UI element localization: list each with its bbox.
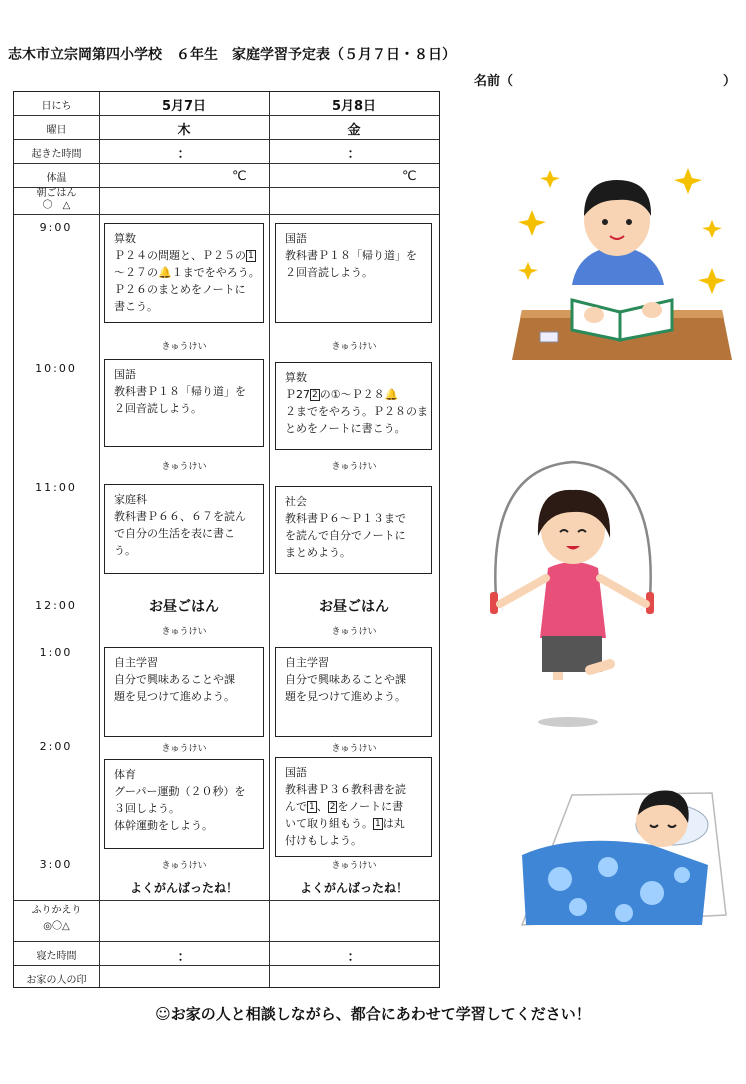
day1-date: 5月7日 — [161, 99, 207, 114]
bell-icon: 🔔 — [158, 266, 172, 279]
task-subject: 家庭科 — [114, 493, 147, 506]
breakfast-row-label — [14, 188, 99, 212]
task-box — [275, 486, 432, 574]
time-label: 10:00 — [35, 362, 77, 375]
task-line — [285, 798, 431, 815]
task-text: 教科書Ｐ６６、６７を読ん — [114, 510, 246, 523]
name-label: 名前（ — [474, 74, 514, 89]
task-text: んで — [285, 800, 307, 813]
task-text: 教科書Ｐ１８「帰り道」を — [114, 385, 246, 398]
task-subject: 国語 — [285, 232, 307, 245]
task-box — [104, 647, 264, 737]
task-text: とめをノートに書こう。 — [285, 422, 406, 435]
task-line — [285, 815, 431, 832]
task-text: ３回しよう。 — [114, 802, 180, 815]
task-text: の①～Ｐ２８ — [319, 388, 385, 401]
day1-sleep-time[interactable]: ： — [177, 950, 191, 965]
task-box — [104, 484, 264, 574]
schedule-table — [13, 91, 440, 988]
day2-date: 5月8日 — [331, 99, 377, 114]
row-divider — [14, 214, 439, 215]
boxed-number: 1 — [375, 819, 381, 829]
break-label: きゅうけい — [161, 462, 207, 472]
task-text: ～２７の — [114, 266, 158, 279]
day1-temp-unit: ℃ — [232, 169, 247, 184]
task-subject: 算数 — [114, 232, 136, 245]
sleep-row-label: 寝た時間 — [36, 951, 77, 962]
day2-weekday: 金 — [347, 123, 361, 138]
task-subject: 社会 — [285, 495, 307, 508]
task-subject: 体育 — [114, 768, 136, 781]
review-marks: ◎〇△ — [43, 921, 70, 932]
boy-sleeping-illustration — [512, 775, 728, 937]
task-text: をノートに書 — [337, 800, 404, 813]
task-text: Ｐ２４の問題と、Ｐ２５の — [114, 249, 246, 262]
task-text: ２までをやろう。Ｐ２８のま — [285, 405, 428, 418]
time-label: 12:00 — [35, 599, 77, 612]
task-line — [114, 264, 263, 281]
review-label: ふりかえり — [31, 905, 82, 916]
boxed-number: 1 — [309, 802, 315, 812]
task-text: まとめよう。 — [285, 546, 351, 559]
break-label: きゅうけい — [161, 744, 207, 754]
break-label: きゅうけい — [331, 627, 377, 637]
task-line — [285, 386, 431, 403]
task-line — [114, 247, 263, 264]
break-label: きゅうけい — [161, 861, 207, 871]
task-subject: 自主学習 — [285, 656, 329, 669]
row-divider — [14, 941, 439, 942]
boy-studying-illustration — [512, 150, 734, 370]
task-text: 題を見つけて進めよう。 — [114, 690, 235, 703]
task-text: 自分で興味あることや課 — [285, 673, 406, 686]
break-label: きゅうけい — [161, 342, 207, 352]
column-divider — [99, 92, 100, 987]
task-text: ２回音読しよう。 — [285, 266, 373, 279]
footer-note: ☺お家の人と相談しながら、都合にあわせて学習してください！ — [155, 1005, 591, 1023]
breakfast-marks: 〇 △ — [42, 200, 71, 211]
row-divider — [14, 115, 439, 116]
good-job-message: よくがんばったね！ — [129, 881, 238, 895]
task-box — [275, 362, 432, 450]
girl-jump-rope-illustration — [478, 458, 670, 730]
task-text: Ｐ２６のまとめをノートに — [114, 283, 246, 296]
task-text: いて取り組もう。 — [285, 817, 373, 830]
task-text: 教科書Ｐ３６教科書を読 — [285, 783, 406, 796]
breakfast-label: 朝ごはん — [36, 188, 77, 199]
task-subject: 国語 — [285, 766, 307, 779]
task-text: グーパー運動（２０秒）を — [114, 785, 246, 798]
review-row-label — [14, 903, 99, 935]
day2-sleep-time[interactable]: ： — [347, 950, 361, 965]
row-divider — [14, 900, 439, 901]
task-subject: 国語 — [114, 368, 136, 381]
task-box — [275, 223, 432, 323]
task-text: 付けもしよう。 — [285, 834, 362, 847]
day2-temp-unit: ℃ — [402, 169, 417, 184]
task-box — [275, 647, 432, 737]
name-close-paren: ） — [722, 74, 736, 89]
break-label: きゅうけい — [331, 744, 377, 754]
time-label: 1:00 — [39, 646, 73, 659]
break-label: きゅうけい — [161, 627, 207, 637]
task-text: 自分で興味あることや課 — [114, 673, 235, 686]
task-text: 題を見つけて進めよう。 — [285, 690, 406, 703]
task-text: Ｐ27 — [285, 388, 310, 401]
task-text: う。 — [114, 544, 136, 557]
time-label: 3:00 — [39, 858, 73, 871]
time-label: 11:00 — [35, 481, 77, 494]
task-box — [104, 223, 264, 323]
boxed-number: 1 — [248, 251, 254, 261]
time-label: 9:00 — [39, 221, 73, 234]
day2-wake-time[interactable]: ： — [347, 147, 361, 162]
task-text: 、 — [316, 800, 328, 813]
day1-wake-time[interactable]: ： — [177, 147, 191, 162]
row-divider — [14, 163, 439, 164]
task-text: 教科書Ｐ１８「帰り道」を — [285, 249, 417, 262]
break-label: きゅうけい — [331, 462, 377, 472]
task-box — [275, 757, 432, 857]
task-subject: 自主学習 — [114, 656, 158, 669]
task-text: １までをやろう。 — [171, 266, 260, 279]
break-label: きゅうけい — [331, 861, 377, 871]
day1-weekday: 木 — [177, 123, 191, 138]
task-text: は丸 — [382, 817, 405, 830]
column-divider — [269, 92, 270, 987]
lunch-label: お昼ごはん — [319, 599, 389, 615]
weekday-row-label: 曜日 — [46, 125, 67, 136]
task-text: 書こう。 — [114, 300, 158, 313]
task-box — [104, 759, 264, 849]
parent-seal-row-label: お家の人の印 — [26, 975, 87, 986]
wake-row-label: 起きた時間 — [31, 149, 82, 160]
task-text: ２回音読しよう。 — [114, 402, 202, 415]
row-divider — [14, 965, 439, 966]
bell-icon: 🔔 — [384, 388, 399, 401]
time-label: 2:00 — [39, 740, 73, 753]
boxed-number: 2 — [312, 390, 318, 400]
task-text: を読んで自分でノートに — [285, 529, 406, 542]
task-subject: 算数 — [285, 371, 307, 384]
good-job-message: よくがんばったね！ — [299, 881, 408, 895]
task-text: 教科書Ｐ６～Ｐ１３まで — [285, 512, 406, 525]
task-text: で自分の生活を表に書こ — [114, 527, 235, 540]
lunch-label: お昼ごはん — [149, 599, 219, 615]
break-label: きゅうけい — [331, 342, 377, 352]
name-field[interactable] — [474, 70, 736, 89]
temp-row-label: 体温 — [46, 173, 67, 184]
date-row-label: 日にち — [41, 101, 72, 112]
page-title: 志木市立宗岡第四小学校 ６年生 家庭学習予定表（５月７日・８日） — [8, 47, 456, 63]
task-box — [104, 359, 264, 447]
boxed-number: 2 — [329, 802, 336, 812]
row-divider — [14, 139, 439, 140]
task-text: 体幹運動をしよう。 — [114, 819, 213, 832]
